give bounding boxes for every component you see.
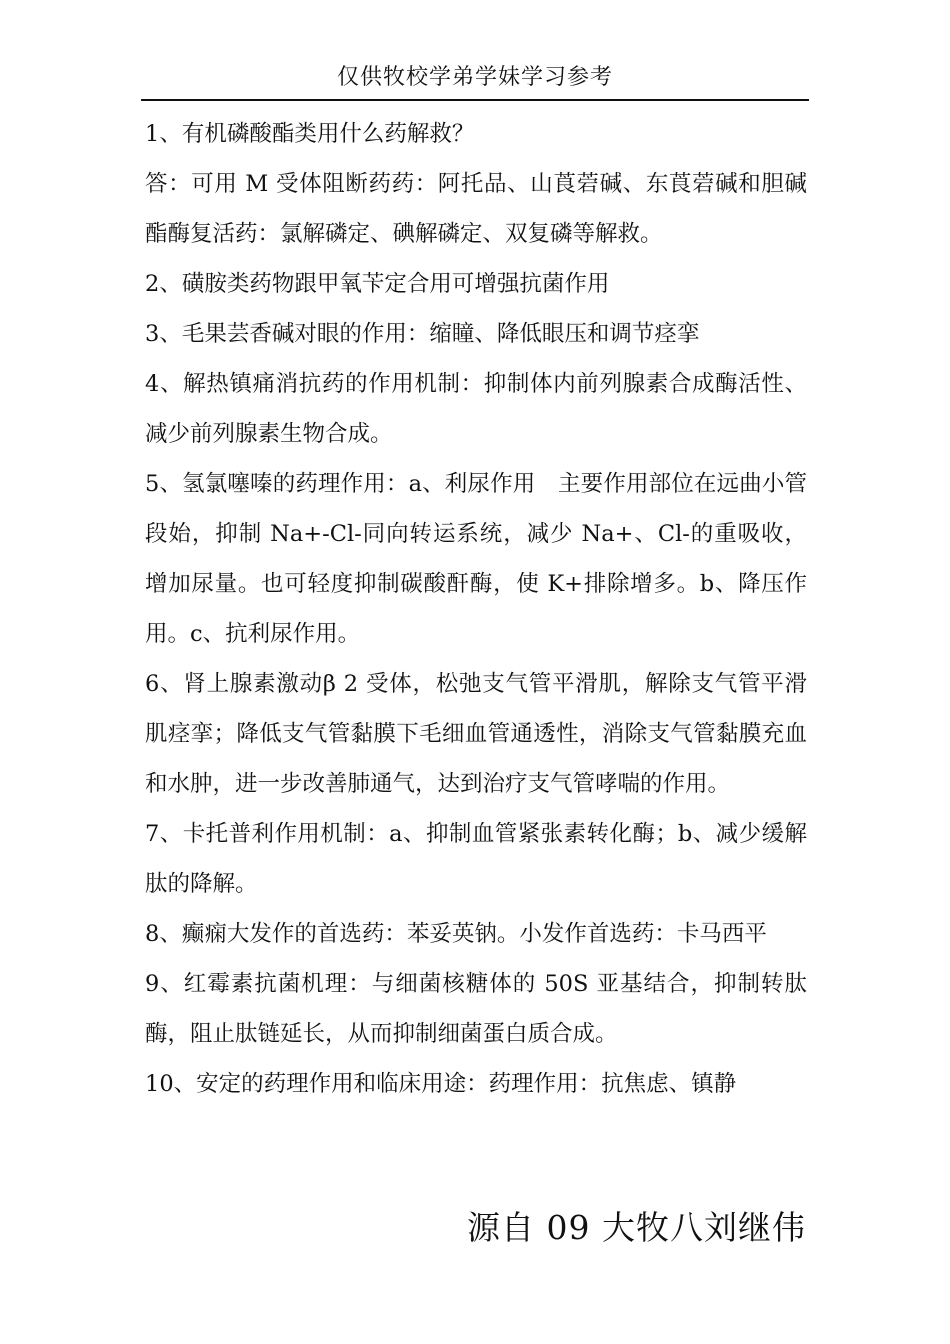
source-footer: 源自 09 大牧八刘继伟: [467, 1208, 806, 1247]
item-6: 6、肾上腺素激动β 2 受体，松弛支气管平滑肌，解除支气管平滑肌痉挛；降低支气管黏膜下毛细血管通透性，消除支气管黏膜充血和水肿，进一步改善肺通气，达到治疗支气管哮喘的作用。: [145, 671, 807, 797]
question-1: 1、有机磷酸酯类用什么药解救？: [145, 121, 475, 147]
header-divider: [141, 99, 809, 101]
item-10: 10、安定的药理作用和临床用途：药理作用：抗焦虑、镇静: [145, 1071, 737, 1097]
item-7: 7、卡托普利作用机制：a、抑制血管紧张素转化酶；b、减少缓解肽的降解。: [145, 821, 807, 897]
item-9: 9、红霉素抗菌机理：与细菌核糖体的 50S 亚基结合，抑制转肽酶，阻止肽链延长，从而抑制细菌蛋白质合成。: [145, 971, 807, 1047]
page-header: 仅供牧校学弟学妹学习参考: [336, 65, 613, 90]
answer-1: 答：可用 M 受体阻断药药：阿托品、山莨菪碱、东莨菪碱和胆碱酯酶复活药：氯解磷定、碘解磷定、双复磷等解救。: [145, 171, 807, 247]
item-5: 5、氢氯噻嗪的药理作用：a、利尿作用 主要作用部位在远曲小管段始，抑制 Na+-Cl-同向转运系统，减少 Na+、Cl-的重吸收，增加尿量。也可轻度抑制碳酸酐酶，使 K+排除增多。b、降压作用。c、抗利尿作用。: [145, 471, 807, 647]
document-body: [145, 109, 807, 1109]
item-8: 8、癫痫大发作的首选药：苯妥英钠。小发作首选药：卡马西平: [145, 921, 767, 947]
item-2: 2、磺胺类药物跟甲氧苄定合用可增强抗菌作用: [145, 271, 610, 297]
item-4: 4、解热镇痛消抗药的作用机制：抑制体内前列腺素合成酶活性、减少前列腺素生物合成。: [145, 371, 807, 447]
item-3: 3、毛果芸香碱对眼的作用：缩瞳、降低眼压和调节痉挛: [145, 321, 700, 347]
